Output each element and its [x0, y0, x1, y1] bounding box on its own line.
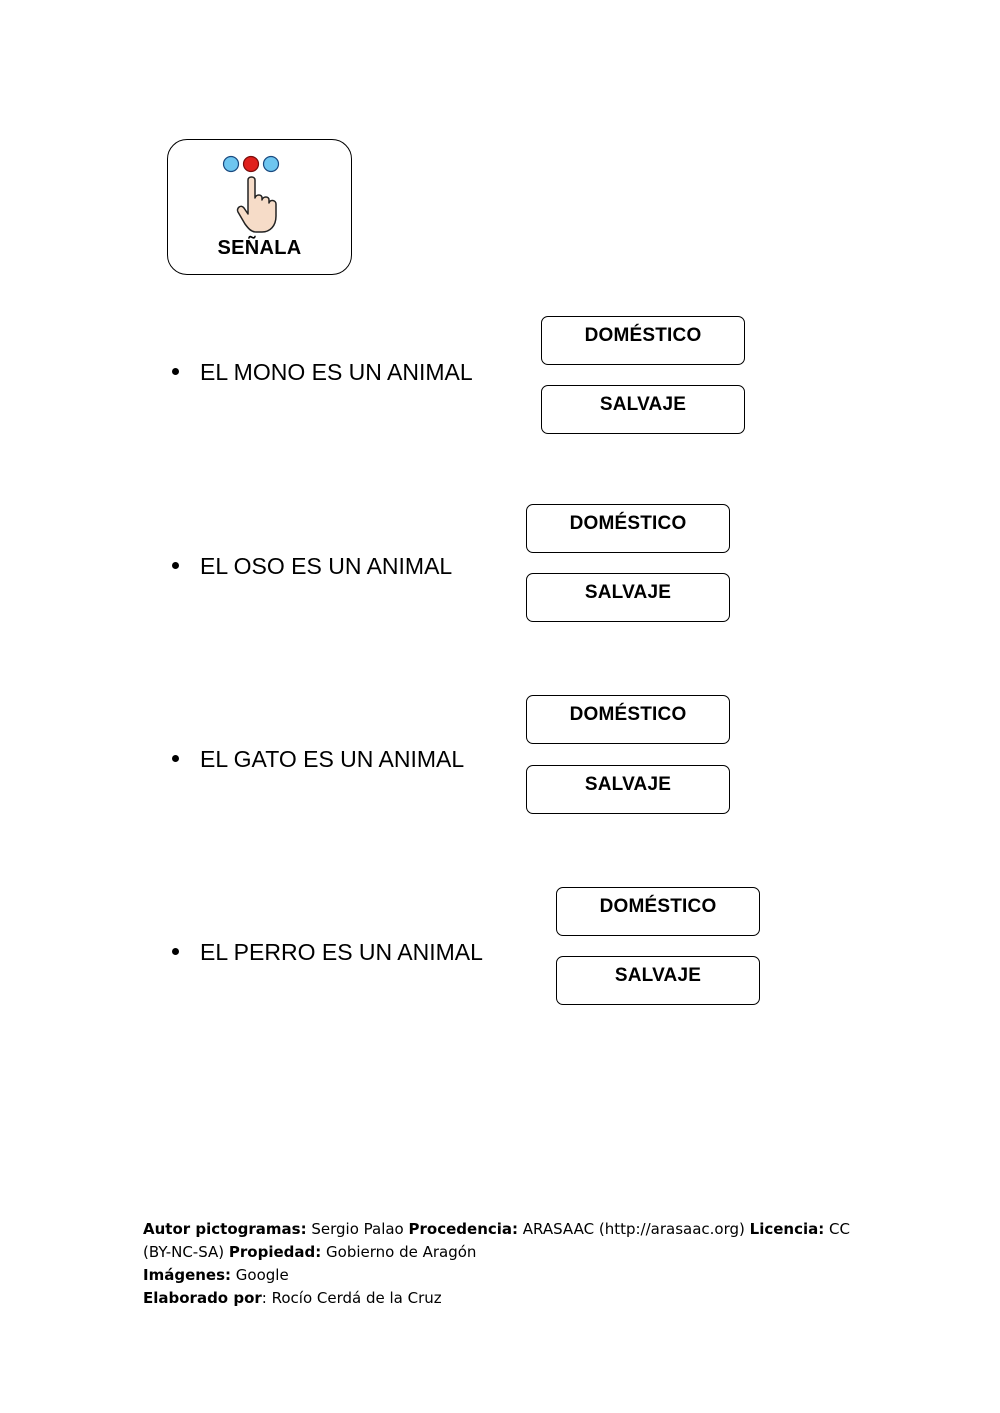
- credits-line-made-by: [143, 1287, 863, 1310]
- question-2-text: EL OSO ES UN ANIMAL: [200, 553, 453, 579]
- dot-right: [264, 157, 279, 172]
- source-value: ARASAAC (http://arasaac.org): [518, 1220, 750, 1238]
- pictogram-label: SEÑALA: [217, 237, 302, 259]
- made-by-label: Elaborado por: [143, 1289, 262, 1307]
- bullet: [172, 368, 179, 375]
- q4-salvaje-button[interactable]: SALVAJE: [556, 956, 760, 1005]
- license-label: Licencia:: [749, 1220, 825, 1238]
- question-1-text: EL MONO ES UN ANIMAL: [200, 359, 473, 385]
- bullet: [172, 948, 179, 955]
- q4-domestico-button[interactable]: DOMÉSTICO: [556, 887, 760, 936]
- bullet: [172, 755, 179, 762]
- question-2: [172, 553, 452, 580]
- owner-value: Gobierno de Aragón: [321, 1243, 477, 1261]
- author-value: Sergio Palao: [306, 1220, 409, 1238]
- q1-domestico-button[interactable]: DOMÉSTICO: [541, 316, 745, 365]
- q2-domestico-button[interactable]: DOMÉSTICO: [526, 504, 730, 553]
- question-4-text: EL PERRO ES UN ANIMAL: [200, 939, 483, 965]
- q1-salvaje-button[interactable]: SALVAJE: [541, 385, 745, 434]
- hand-shape: [238, 177, 276, 232]
- made-by-value: : Rocío Cerdá de la Cruz: [261, 1289, 442, 1307]
- images-value: Google: [231, 1266, 289, 1284]
- source-label: Procedencia:: [408, 1220, 519, 1238]
- credits-footer: [143, 1218, 863, 1310]
- license-value: CC (BY-NC-SA): [143, 1220, 850, 1261]
- author-label: Autor pictogramas:: [143, 1220, 307, 1238]
- senala-pictogram: [167, 139, 352, 275]
- pointing-hand-icon: [218, 150, 298, 240]
- question-3-text: EL GATO ES UN ANIMAL: [200, 746, 465, 772]
- q3-domestico-button[interactable]: DOMÉSTICO: [526, 695, 730, 744]
- owner-label: Propiedad:: [228, 1243, 322, 1261]
- question-1: [172, 359, 473, 386]
- question-3: [172, 746, 464, 773]
- dot-left: [224, 157, 239, 172]
- question-4: [172, 939, 483, 966]
- credits-line-1: [143, 1218, 863, 1264]
- bullet: [172, 562, 179, 569]
- dot-center: [244, 157, 259, 172]
- images-label: Imágenes:: [143, 1266, 232, 1284]
- credits-line-images: [143, 1264, 863, 1287]
- q3-salvaje-button[interactable]: SALVAJE: [526, 765, 730, 814]
- q2-salvaje-button[interactable]: SALVAJE: [526, 573, 730, 622]
